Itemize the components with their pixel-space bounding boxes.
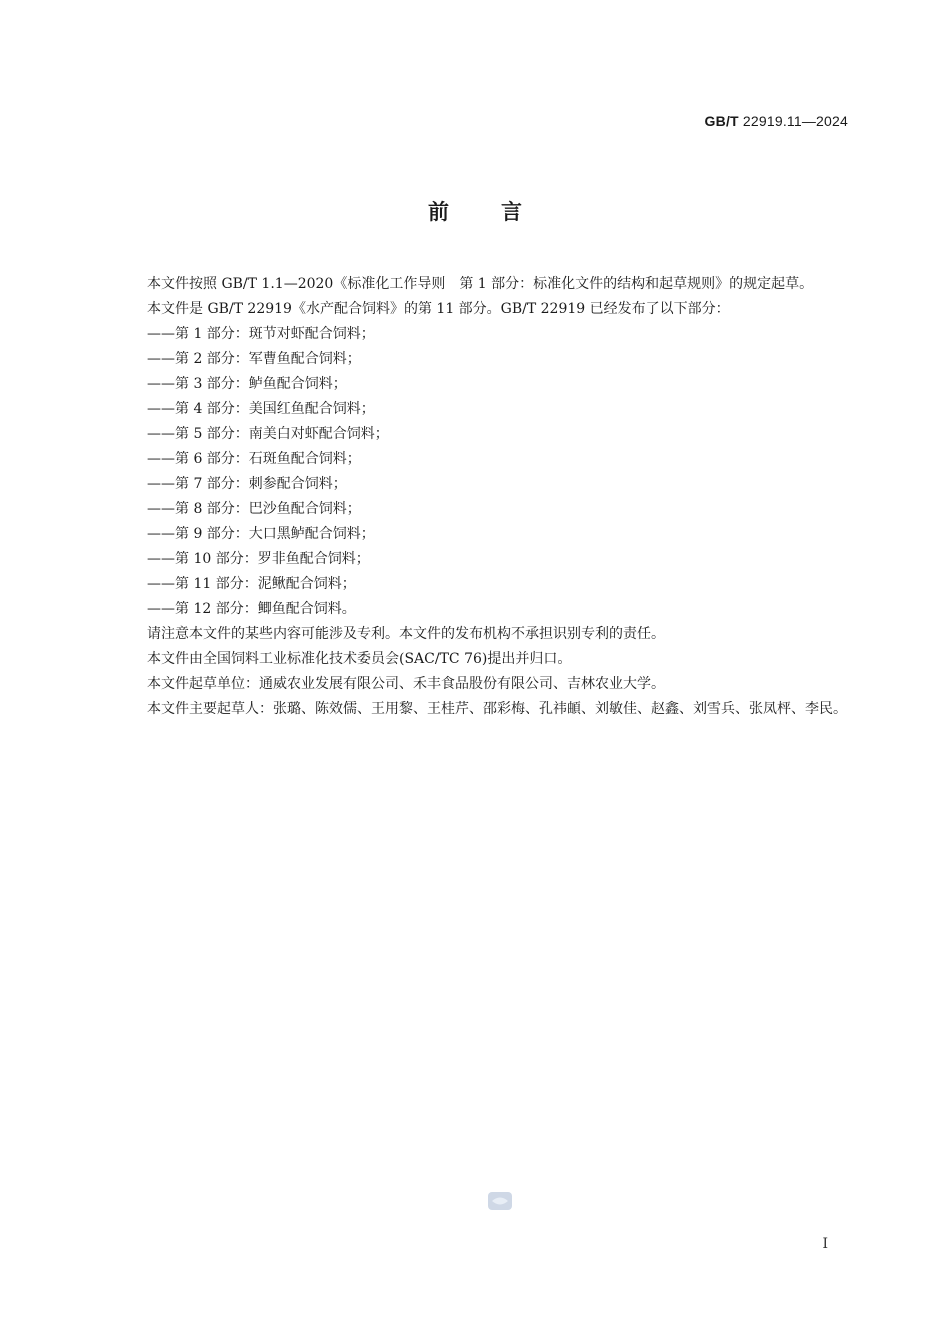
paragraph-proposer: 本文件由全国饲料工业标准化技术委员会(SAC/TC 76)提出并归口。: [147, 651, 572, 667]
paragraph-series-intro: 本文件是 GB/T 22919《水产配合饲料》的第 11 部分。GB/T 22919 已经发布了以下部分：: [147, 301, 730, 317]
page-title: 前言: [428, 200, 574, 224]
list-item: ——第 11 部分：泥鳅配合饲料；: [147, 576, 356, 592]
list-item: ——第 3 部分：鲈鱼配合饲料；: [147, 376, 347, 392]
list-item: ——第 12 部分：鲫鱼配合饲料。: [147, 601, 356, 617]
list-item: ——第 9 部分：大口黑鲈配合饲料；: [147, 526, 375, 542]
page-number: I: [822, 1236, 828, 1252]
list-item: ——第 1 部分：斑节对虾配合饲料；: [147, 326, 375, 342]
paragraph-drafters: 本文件主要起草人：张璐、陈效儒、王用黎、王桂芹、邵彩梅、孔祎頔、刘敏佳、赵鑫、刘雪兵、张凤枰、李民。: [147, 701, 847, 717]
list-item: ——第 2 部分：军曹鱼配合饲料；: [147, 351, 361, 367]
list-item: ——第 4 部分：美国红鱼配合饲料；: [147, 401, 375, 417]
paragraph-drafting-units: 本文件起草单位：通威农业发展有限公司、禾丰食品股份有限公司、吉林农业大学。: [147, 676, 665, 692]
list-item: ——第 5 部分：南美白对虾配合饲料；: [147, 426, 389, 442]
list-item: ——第 10 部分：罗非鱼配合饲料；: [147, 551, 370, 567]
document-code-prefix: GB/T: [704, 113, 739, 129]
list-item: ——第 8 部分：巴沙鱼配合饲料；: [147, 501, 361, 517]
list-item: ——第 6 部分：石斑鱼配合饲料；: [147, 451, 361, 467]
foreword-body: [114, 272, 852, 722]
document-code: [705, 113, 848, 129]
document-code-number: 22919.11—2024: [742, 113, 848, 129]
paragraph-patent-notice: 请注意本文件的某些内容可能涉及专利。本文件的发布机构不承担识别专利的责任。: [147, 626, 665, 642]
paragraph-drafting-rules: 本文件按照 GB/T 1.1—2020《标准化工作导则 第 1 部分：标准化文件的结构和起草规则》的规定起草。: [147, 276, 814, 292]
list-item: ——第 7 部分：刺参配合饲料；: [147, 476, 347, 492]
sac-logo-icon: [487, 1188, 513, 1214]
